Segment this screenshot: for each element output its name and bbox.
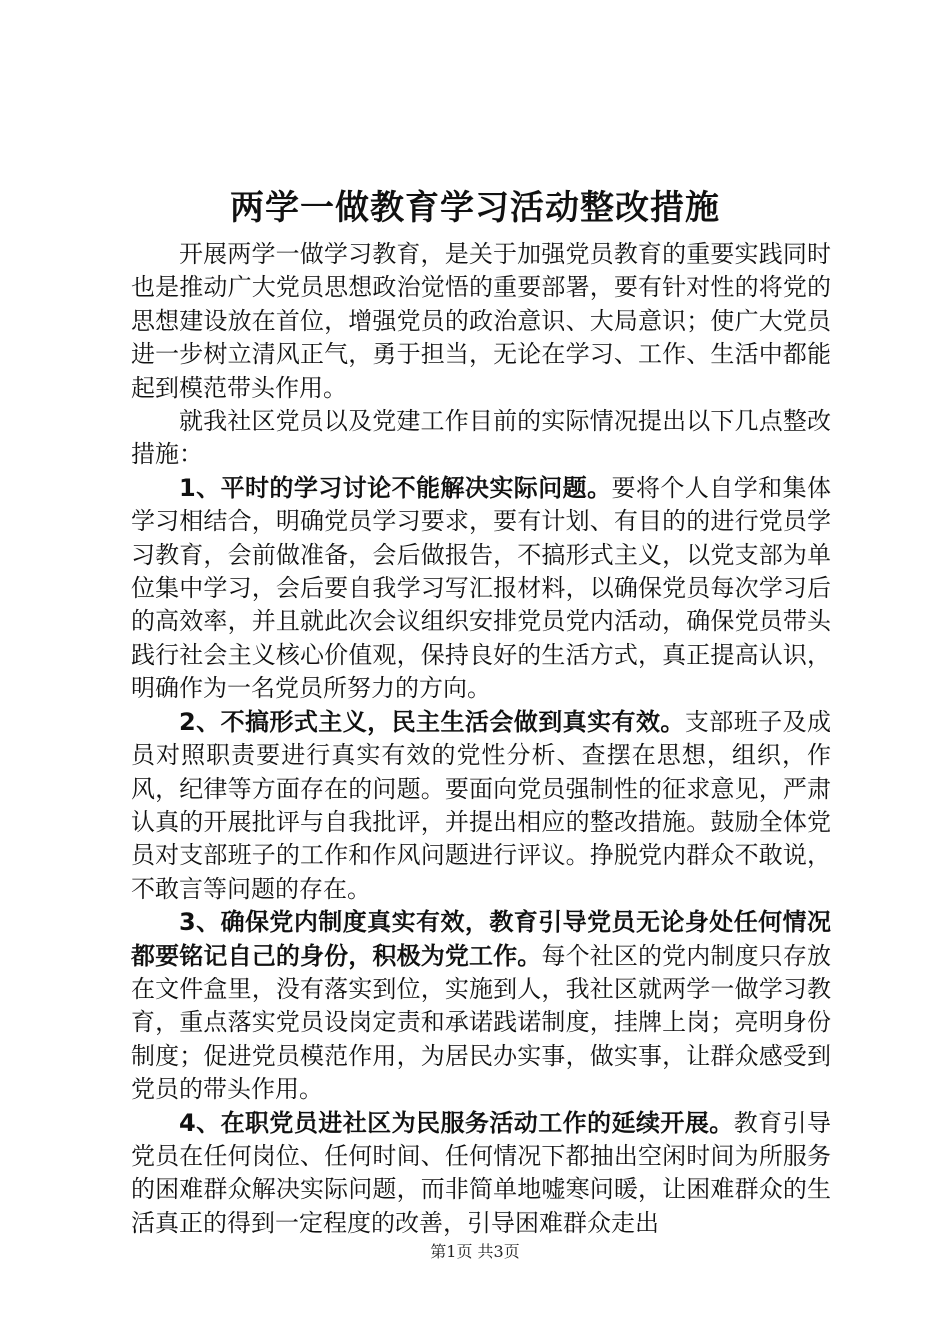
document-title: 两学一做教育学习活动整改措施	[230, 188, 720, 228]
paragraph-measure-2	[131, 706, 831, 906]
paragraph-text: 每个社区的党内制度只存放在文件盒里，没有落实到位，实施到人，我社区就两学一做学习教育，重点落实党员设岗定责和承诺践诺制度，挂牌上岗；亮明身份制度；促进党员模范作用，为居民办实事，做实事，让群众感受到党员的带头作用。	[131, 941, 832, 1104]
paragraph-text: 支部班子及成员对照职责要进行真实有效的党性分析、查摆在思想，组织，作风，纪律等方面存在的问题。要面向党员强制性的征求意见，严肃认真的开展批评与自我批评，并提出相应的整改措施。鼓励全体党员对支部班子的工作和作风问题进行评议。挣脱党内群众不敢说，不敢言等问题的存在。	[131, 707, 832, 903]
paragraph-measure-3	[131, 906, 831, 1106]
measure-heading: 3、确保党内制度真实有效，教育引导党员无论身处任何情况都要铭记自己的身份，积极为党工作。	[131, 908, 831, 970]
paragraph-intro	[131, 238, 831, 405]
paragraph-text: 就我社区党员以及党建工作目前的实际情况提出以下几点整改措施：	[131, 407, 831, 469]
document-body	[131, 238, 831, 1240]
paragraph-measures-intro	[131, 405, 831, 472]
paragraph-text: 开展两学一做学习教育，是关于加强党员教育的重要实践同时也是推动广大党员思想政治觉悟的重要部署，要有针对性的将党的思想建设放在首位，增强党员的政治意识、大局意识；使广大党员进一步树立清风正气，勇于担当，无论在学习、工作、生活中都能起到模范带头作用。	[131, 240, 831, 402]
measure-heading: 2、不搞形式主义，民主生活会做到真实有效。	[179, 707, 685, 736]
paragraph-text: 教育引导党员在任何岗位、任何时间、任何情况下都抽出空闲时间为所服务的困难群众解决实际问题，而非简单地嘘寒问暖，让困难群众的生活真正的得到一定程度的改善，引导困难群众走出	[131, 1108, 832, 1237]
paragraph-measure-4	[131, 1107, 831, 1241]
page-number-footer: 第1页 共3页	[430, 1242, 520, 1261]
measure-heading: 1、平时的学习讨论不能解决实际问题。	[179, 473, 612, 502]
paragraph-measure-1	[131, 472, 831, 706]
measure-heading: 4、在职党员进社区为民服务活动工作的延续开展。	[179, 1108, 734, 1137]
paragraph-text: 要将个人自学和集体学习相结合，明确党员学习要求，要有计划、有目的的进行党员学习教育，会前做准备，会后做报告，不搞形式主义，以党支部为单位集中学习，会后要自我学习写汇报材料，以确保党员每次学习后的高效率，并且就此次会议组织安排党员党内活动，确保党员带头践行社会主义核心价值观，保持良好的生活方式，真正提高认识，明确作为一名党员所努力的方向。	[131, 473, 832, 703]
